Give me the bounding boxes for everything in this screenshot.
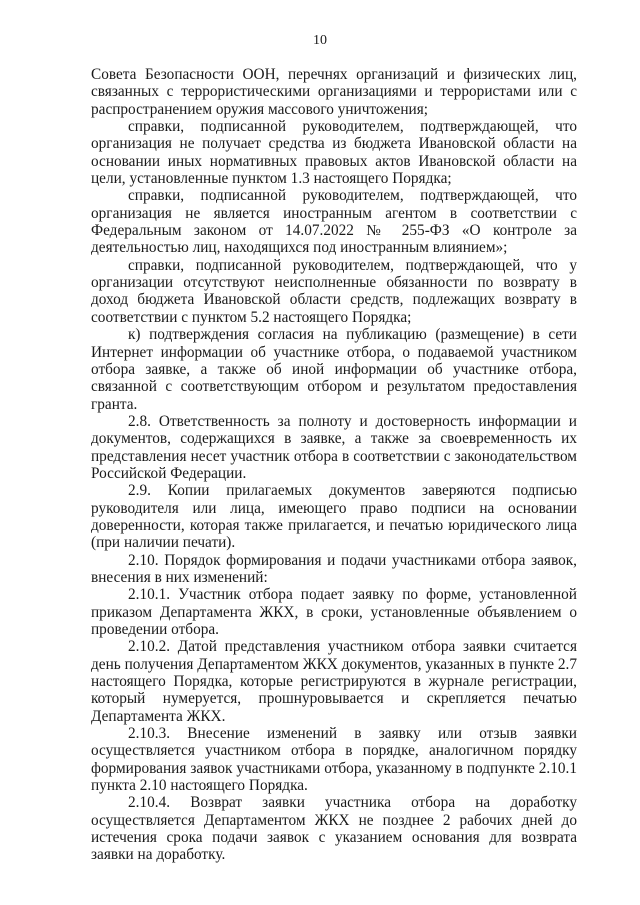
paragraph: к) подтверждения согласия на публикацию (размещение) в сети Интернет информации об участнике отбора, о подаваемой участником отбора заявке, а также об иной информации об участнике отбора, связанной с соответствующим отбором и результатом предоставления гранта. <box>91 326 577 413</box>
page-number: 10 <box>313 33 327 48</box>
paragraph: Совета Безопасности ООН, перечнях организаций и физических лиц, связанных с террористическими организациями и террористами или с распространением оружия массового уничтожения; <box>91 66 577 118</box>
paragraph: справки, подписанной руководителем, подтверждающей, что у организации отсутствуют неисполненные обязанности по возврату в доход бюджета Ивановской области средств, подлежащих возврату в соответствии с пунктом 5.2 настоящего Порядка; <box>91 256 577 326</box>
paragraph: 2.8. Ответственность за полноту и достоверность информации и документов, содержащихся в заявке, а также за своевременность их представления несет участник отбора в соответствии с законодательством Российской Федерации. <box>91 412 577 482</box>
paragraph: 2.9. Копии прилагаемых документов заверяются подписью руководителя или лица, имеющего право подписи на основании доверенности, которая также прилагается, и печатью юридического лица (при наличии печати). <box>91 482 577 552</box>
paragraph: справки, подписанной руководителем, подтверждающей, что организация не получает средства из бюджета Ивановской области на основании иных нормативных правовых актов Ивановской области на цели, установленные пунктом 1.3 настоящего Порядка; <box>91 118 577 188</box>
document-body <box>91 66 577 864</box>
paragraph: 2.10.4. Возврат заявки участника отбора на доработку осуществляется Департаментом ЖКХ не позднее 2 рабочих дней до истечения срока подачи заявок с указанием основания для возврата заявки на доработку. <box>91 794 577 864</box>
paragraph: 2.10.2. Датой представления участником отбора заявки считается день получения Департаментом ЖКХ документов, указанных в пункте 2.7 настоящего Порядка, которые регистрируются в журнале регистрации, который нумеруется, прошнуровывается и скрепляется печатью Департамента ЖКХ. <box>91 638 577 725</box>
paragraph: 2.10. Порядок формирования и подачи участниками отбора заявок, внесения в них изменений: <box>91 551 577 586</box>
paragraph: 2.10.1. Участник отбора подает заявку по форме, установленной приказом Департамента ЖКХ, в сроки, установленные объявлением о проведении отбора. <box>91 586 577 638</box>
paragraph: справки, подписанной руководителем, подтверждающей, что организация не является иностранным агентом в соответствии с Федеральным законом от 14.07.2022 № 255-ФЗ «О контроле за деятельностью лиц, находящихся под иностранным влиянием»; <box>91 187 577 257</box>
paragraph: 2.10.3. Внесение изменений в заявку или отзыв заявки осуществляется участником отбора в порядке, аналогичном порядку формирования заявок участниками отбора, указанному в подпункте 2.10.1 пункта 2.10 настоящего Порядка. <box>91 725 577 795</box>
